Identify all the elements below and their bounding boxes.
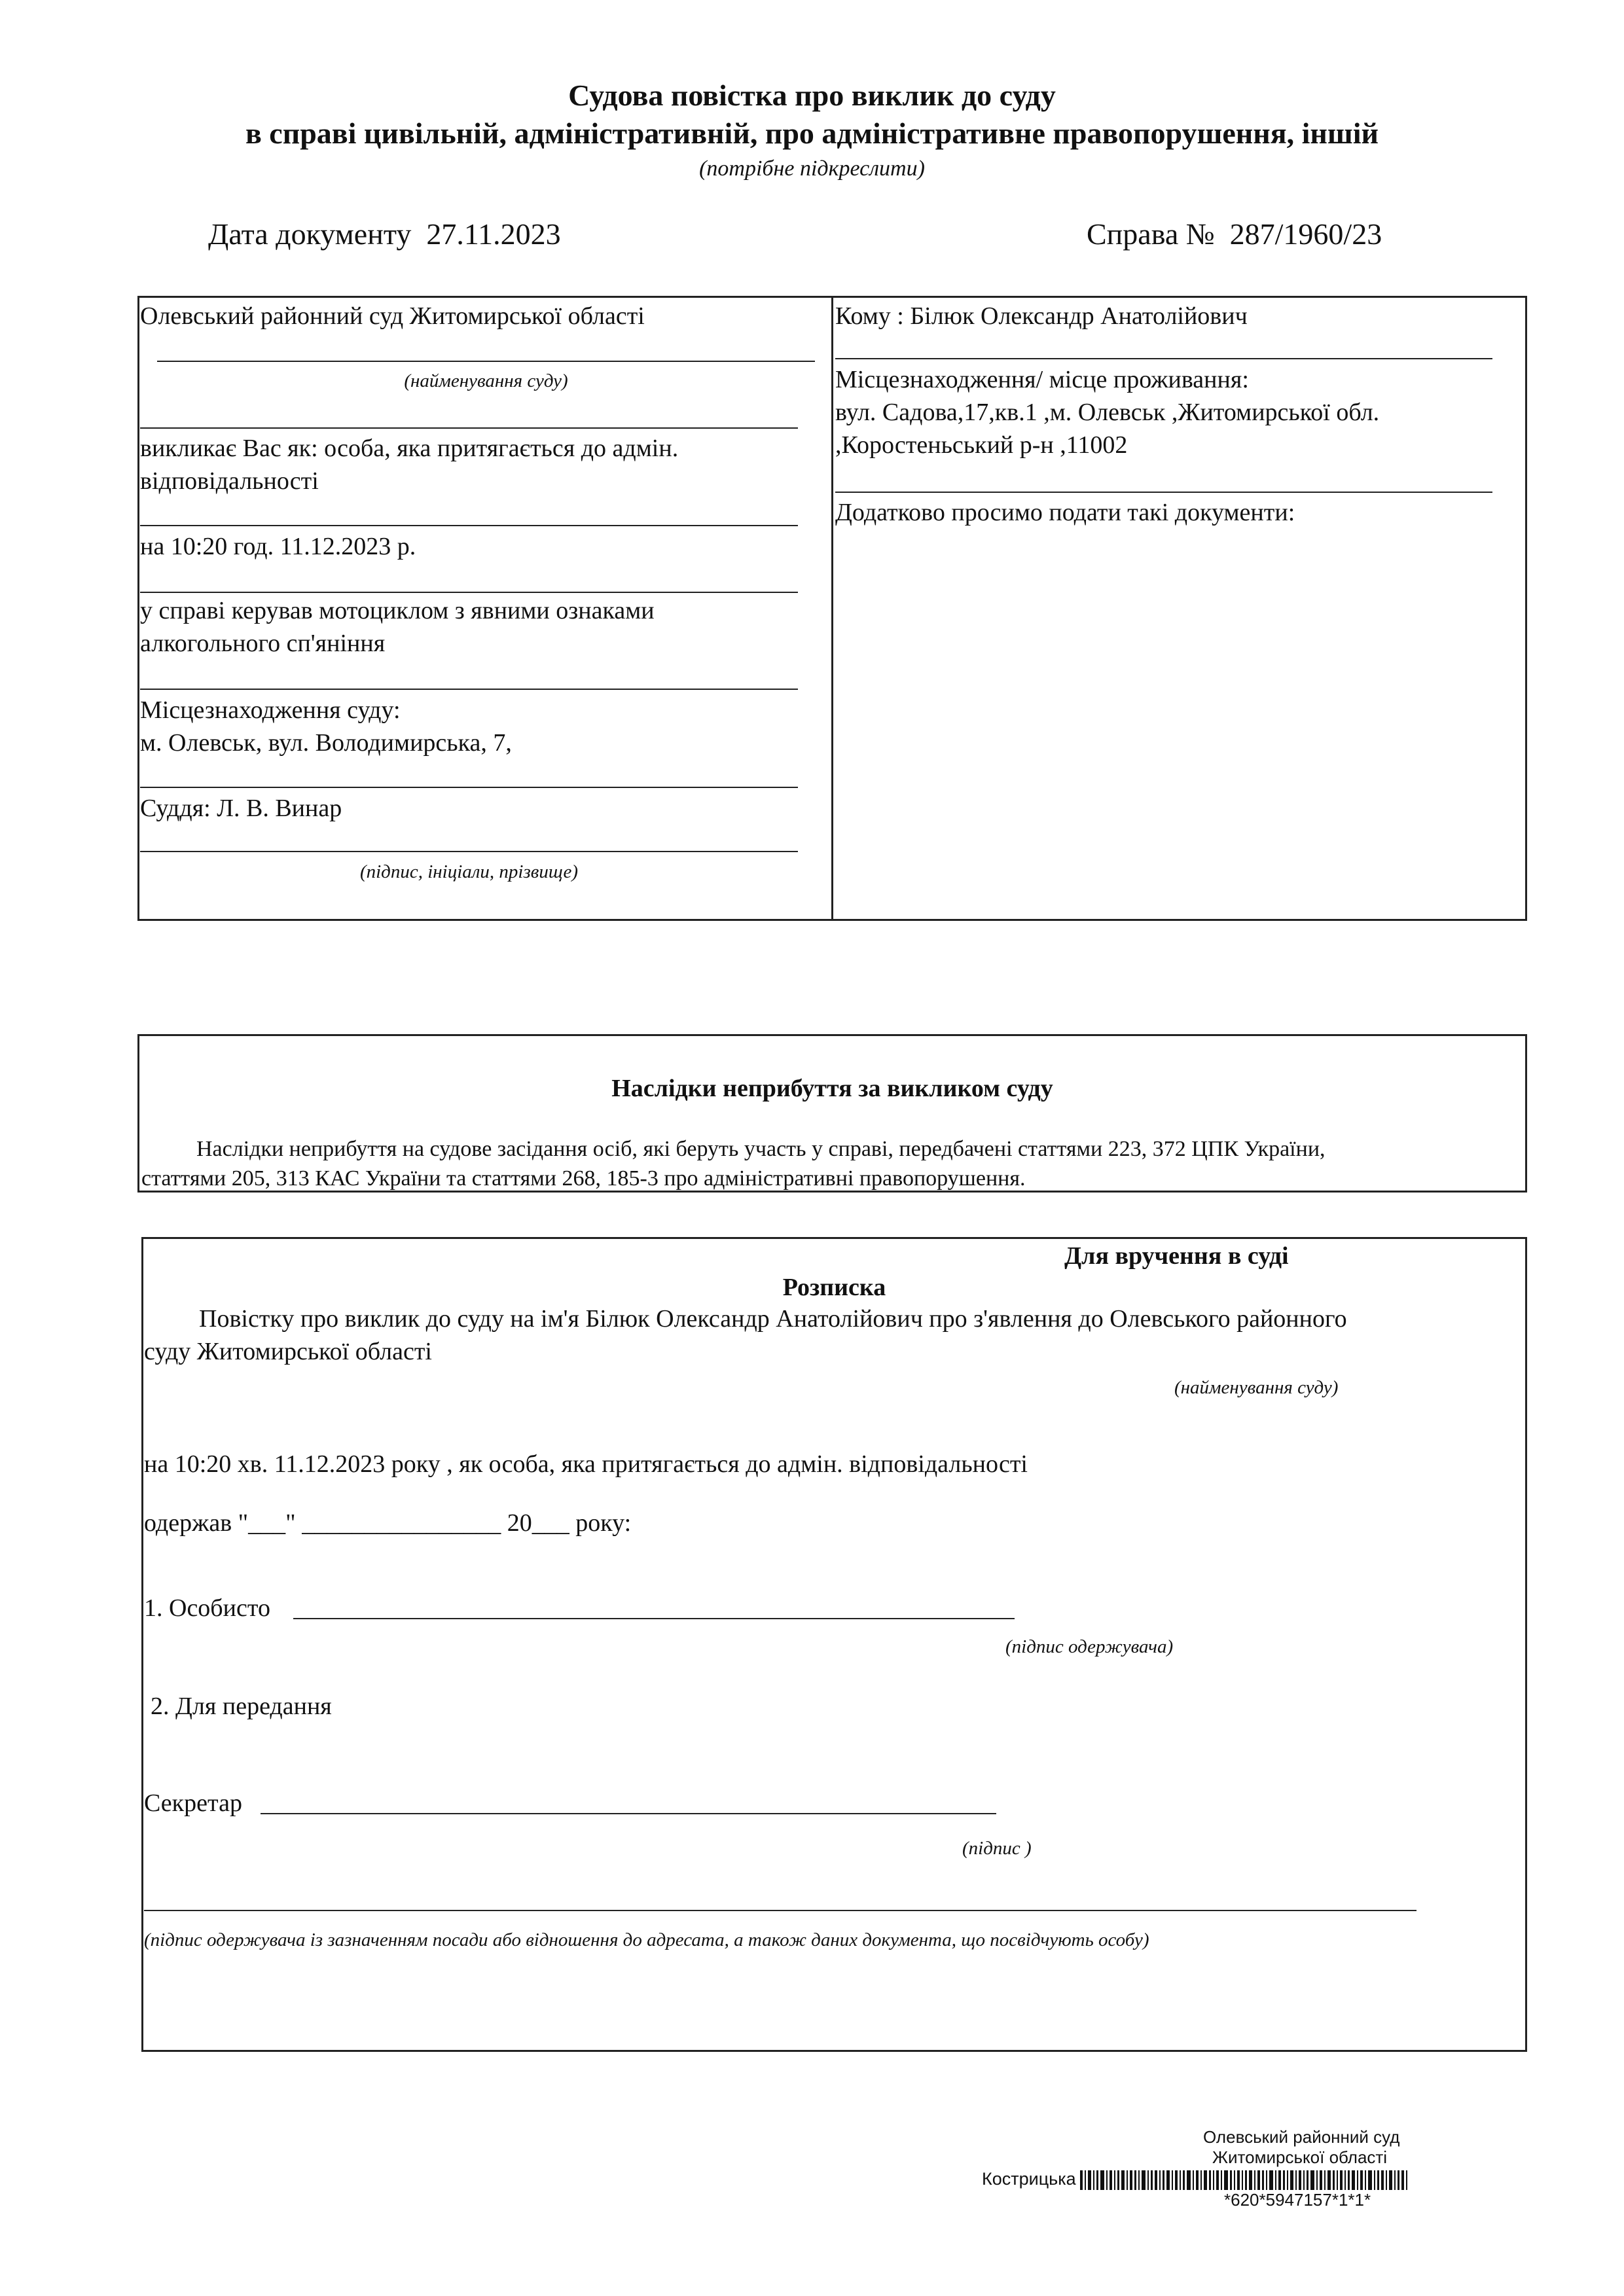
court-location-label: Місцезнаходження суду: xyxy=(140,696,401,724)
judge-name: Суддя: Л. В. Винар xyxy=(140,795,342,822)
footer-court-line1: Олевський районний суд xyxy=(1203,2127,1400,2147)
document-date xyxy=(208,216,561,253)
receipt-footnote: (підпис одержувача із зазначенням посади або відношення до адресата, а також даних документа, що посвідчують особу) xyxy=(144,1929,1149,1950)
recipient-signature-line xyxy=(293,1618,1015,1619)
document-title-line2: в справі цивільній, адміністративній, про адміністративне правопорушення, іншій xyxy=(245,117,1379,150)
separator-line xyxy=(140,851,798,852)
court-name-hint: (найменування суду) xyxy=(404,370,568,391)
residence-label: Місцезнаходження/ місце проживання: xyxy=(835,366,1249,393)
separator-line xyxy=(140,592,798,593)
footer-court-line2: Житомирської області xyxy=(1212,2147,1388,2167)
summons-box-divider xyxy=(831,296,833,921)
underline-hint: (потрібне підкреслити) xyxy=(699,156,925,181)
separator-line xyxy=(140,787,798,788)
separator-line xyxy=(140,689,798,690)
separator-line xyxy=(835,492,1492,493)
personally-label: 1. Особисто xyxy=(144,1594,270,1622)
clerk-name: Кострицька xyxy=(982,2169,1076,2189)
received-date-line: одержав "___" ________________ 20___ року: xyxy=(144,1509,632,1537)
court-name: Олевський районний суд Житомирської області xyxy=(140,302,645,330)
court-location-value: м. Олевськ, вул. Володимирська, 7, xyxy=(140,729,512,757)
receipt-time-line: на 10:20 хв. 11.12.2023 року , як особа, яка притягається до адмін. відповідальності xyxy=(144,1450,1028,1478)
recipient-signature-hint: (підпис одержувача) xyxy=(1005,1636,1174,1657)
residence-line1: вул. Садова,17,кв.1 ,м. Олевськ ,Житомирської обл. xyxy=(835,399,1380,426)
secretary-signature-line xyxy=(261,1813,996,1814)
appearance-time: на 10:20 год. 11.12.2023 р. xyxy=(140,533,416,560)
date-value: 27.11.2023 xyxy=(426,217,561,251)
date-label: Дата документу xyxy=(208,217,412,251)
case-label: Справа № xyxy=(1087,217,1215,251)
court-name-line xyxy=(157,361,815,362)
summoned-as-line1: викликає Вас як: особа, яка притягається до адмін. xyxy=(140,435,679,462)
residence-line2: ,Коростеньський р-н ,11002 xyxy=(835,431,1128,459)
consequences-text-line2: статтями 205, 313 КАС України та статтями 268, 185-3 про адміністративні правопорушення. xyxy=(141,1166,1026,1191)
for-court-delivery: Для вручення в суді xyxy=(1064,1242,1289,1270)
case-number xyxy=(1087,216,1382,253)
case-subject-line1: у справі керував мотоциклом з явними ознаками xyxy=(140,597,655,624)
judge-signature-hint: (підпис, ініціали, прізвище) xyxy=(359,861,579,882)
separator-line xyxy=(140,427,798,429)
barcode-text: *620*5947157*1*1* xyxy=(1224,2190,1371,2210)
separator-line xyxy=(140,525,798,526)
receipt-text-line2: суду Житомирської області xyxy=(144,1338,432,1365)
consequences-title: Наслідки неприбуття за викликом суду xyxy=(611,1075,1053,1102)
summoned-as-line2: відповідальності xyxy=(140,467,319,495)
case-value: 287/1960/23 xyxy=(1229,217,1382,251)
document-title-line1: Судова повістка про виклик до суду xyxy=(568,79,1056,112)
recipient-name: Кому : Білюк Олександр Анатолійович xyxy=(835,302,1248,330)
separator-line xyxy=(835,358,1492,359)
consequences-text-line1: Наслідки неприбуття на судове засідання осіб, які беруть участь у справі, передбачені статтями 223, 372 ЦПК України, xyxy=(196,1137,1326,1161)
receipt-title: Розписка xyxy=(782,1274,886,1301)
receipt-court-hint: (найменування суду) xyxy=(1174,1377,1339,1398)
secretary-signature-hint: (підпис ) xyxy=(962,1838,1032,1859)
barcode xyxy=(1080,2170,1538,2190)
extra-documents-label: Додатково просимо подати такі документи: xyxy=(835,499,1295,526)
footnote-line xyxy=(144,1910,1416,1911)
secretary-label: Секретар xyxy=(144,1789,242,1817)
for-transfer-label: 2. Для передання xyxy=(151,1693,332,1720)
case-subject-line2: алкогольного сп'яніння xyxy=(140,630,386,657)
receipt-text-line1: Повістку про виклик до суду на ім'я Білюк Олександр Анатолійович про з'явлення до Олевського районного xyxy=(199,1305,1347,1333)
